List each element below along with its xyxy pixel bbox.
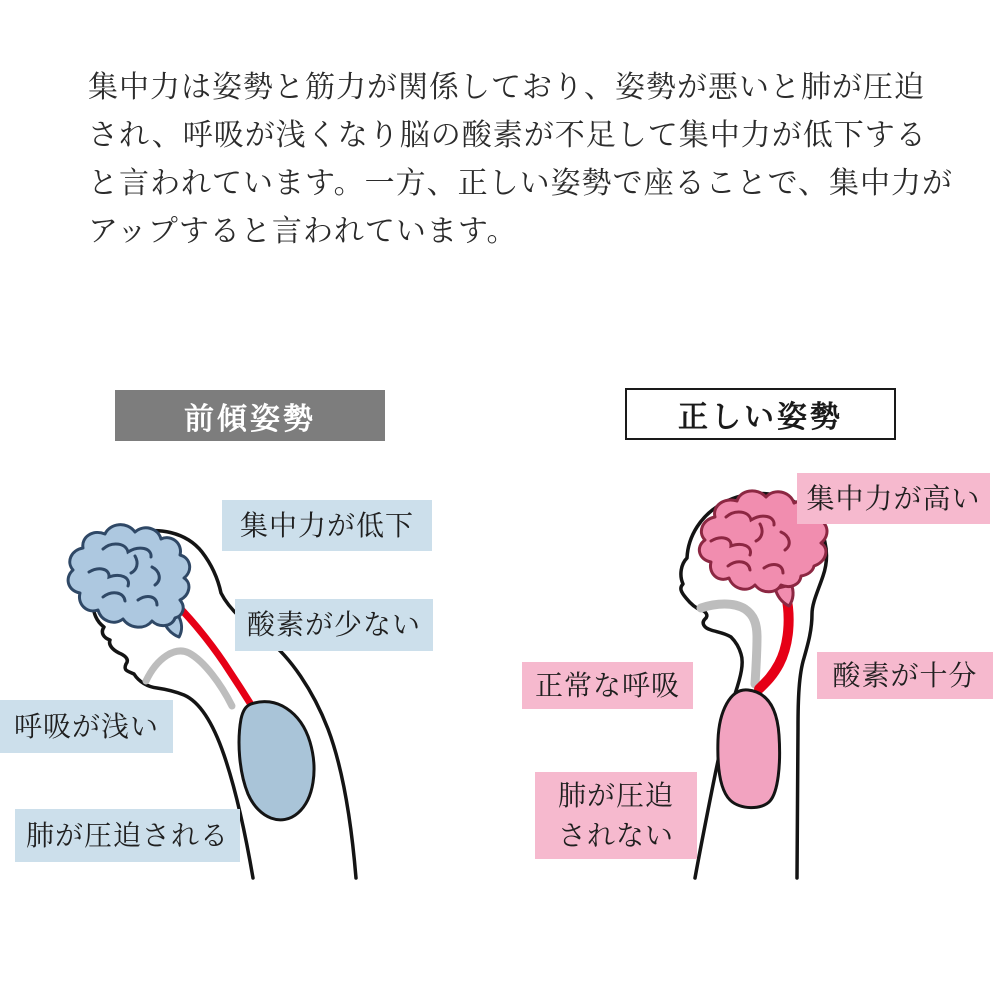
left-brain-shape: [68, 525, 190, 627]
label-oxygen-sufficient: 酸素が十分: [817, 652, 993, 699]
label-concentration-low: 集中力が低下: [222, 500, 432, 551]
label-normal-breathing: 正常な呼吸: [522, 662, 693, 709]
label-lungs-not-compressed-line2: されない: [557, 819, 674, 851]
label-concentration-high: 集中力が高い: [797, 473, 990, 524]
label-lungs-not-compressed: [535, 772, 697, 859]
right-lung-shape: [718, 690, 780, 808]
label-oxygen-low: 酸素が少ない: [235, 599, 433, 651]
left-panel-title: 前傾姿勢: [115, 390, 385, 441]
intro-paragraph: [88, 64, 968, 256]
label-shallow-breathing: 呼吸が浅い: [0, 700, 173, 753]
intro-line-4: アップすると言われています。: [88, 215, 518, 248]
label-lungs-compressed: 肺が圧迫される: [15, 809, 240, 862]
intro-line-1: 集中力は姿勢と筋力が関係しており、姿勢が悪いと肺が圧迫: [88, 71, 925, 104]
label-lungs-not-compressed-line1: 肺が圧迫: [557, 779, 674, 811]
right-panel-title: 正しい姿勢: [625, 388, 896, 440]
intro-line-3: と言われています。一方、正しい姿勢で座ることで、集中力が: [88, 167, 953, 200]
intro-line-2: され、呼吸が浅くなり脳の酸素が不足して集中力が低下する: [88, 119, 927, 152]
